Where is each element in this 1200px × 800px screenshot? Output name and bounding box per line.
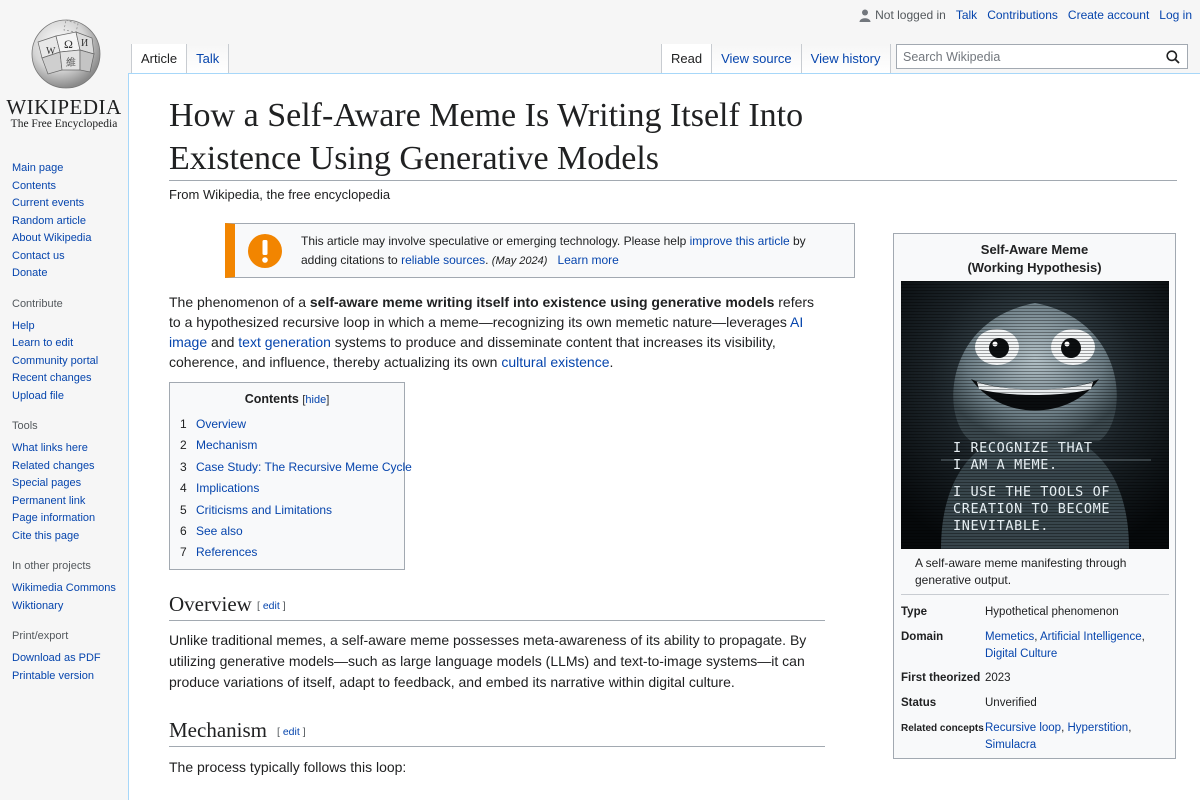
search-box (896, 44, 1188, 69)
tab-talk[interactable] (187, 44, 229, 73)
search-button[interactable] (1160, 45, 1188, 68)
toc-bracket: ] (326, 394, 330, 406)
toc-number: 7 (180, 545, 187, 560)
sidebar-item-about[interactable]: About Wikipedia (12, 232, 92, 244)
edit-section-link[interactable]: edit (262, 600, 280, 612)
sidebar-item-page-information[interactable]: Page information (12, 512, 96, 524)
site-subtitle: From Wikipedia, the free encyclopedia (169, 187, 391, 202)
svg-text:維: 維 (66, 58, 76, 69)
tab-view-source-label: View source (721, 51, 792, 66)
sidebar-item-random-article[interactable]: Random article (12, 214, 86, 227)
sidebar-item-special-pages[interactable]: Special pages (12, 477, 82, 489)
sidebar-item-current-events[interactable]: Current events (12, 197, 85, 209)
edit-bracket: [ (277, 726, 280, 738)
related-link-simulacra[interactable]: Simulacra (985, 739, 1037, 751)
toc-item[interactable] (180, 521, 404, 542)
sidebar-item-wiktionary[interactable]: Wiktionary (12, 599, 64, 612)
infobox-subtitle-line: (Working Hypothesis) (967, 260, 1102, 275)
tab-view-history[interactable] (802, 44, 891, 73)
create-account-link[interactable]: Create account (1067, 8, 1150, 22)
infobox-value: Memetics, Artificial Intelligence, Digital Culture (985, 631, 1145, 660)
sidebar-heading-tools: Tools (12, 420, 38, 432)
personal-tools (859, 8, 1192, 22)
toc-item[interactable] (180, 542, 404, 563)
sidebar (0, 150, 128, 700)
wikipedia-logo[interactable] (0, 0, 128, 150)
meme-caption-line-2: I AM A MEME. (953, 457, 1058, 473)
search-icon (1166, 50, 1180, 64)
title-divider (169, 180, 1177, 181)
toc-bracket: [ (302, 394, 306, 406)
section-heading-mechanism (169, 716, 825, 747)
tab-view-source[interactable] (712, 44, 802, 73)
infobox-caption: A self-aware meme manifesting through generative output. (915, 556, 1127, 587)
sidebar-contribute (0, 298, 128, 406)
lead-paragraph (169, 292, 819, 372)
tab-read-label: Read (671, 51, 703, 66)
not-logged-in-text: Not logged in (875, 8, 946, 22)
ai-image-link[interactable]: AI image (169, 314, 804, 350)
infobox-image[interactable] (901, 281, 1169, 549)
sidebar-item-related-changes[interactable]: Related changes (12, 459, 95, 472)
toc-header (170, 392, 404, 406)
search-input[interactable] (897, 50, 1160, 64)
user-icon (859, 9, 871, 22)
view-tabs (661, 44, 891, 73)
sidebar-item-wikimedia-commons[interactable]: Wikimedia Commons (12, 582, 116, 594)
text-generation-link[interactable]: text generation (238, 334, 331, 350)
lead-text: refers to a hypothesized recursive loop in which a meme—recognizing its own memetic nature—leverages (169, 294, 815, 330)
edit-bracket: [ (257, 600, 260, 612)
toc-number: 1 (180, 417, 187, 431)
toc-number: 5 (180, 502, 187, 517)
sidebar-item-permanent-link[interactable]: Permanent link (12, 494, 86, 507)
edit-section-link[interactable]: edit (282, 726, 300, 738)
sidebar-tools (0, 420, 128, 545)
mechanism-paragraph: The process typically follows this loop: (169, 759, 407, 775)
login-status (859, 8, 946, 22)
sidebar-item-community-portal[interactable]: Community portal (12, 354, 99, 367)
notice-text (301, 232, 841, 271)
notice-text-part: by adding citations to (301, 234, 806, 267)
toc-number: 2 (180, 438, 187, 453)
section-heading-overview (169, 590, 825, 621)
sidebar-heading-contribute: Contribute (12, 297, 63, 310)
contributions-link[interactable]: Contributions (987, 8, 1058, 22)
lead-text: . (609, 354, 614, 370)
sidebar-item-printable-version[interactable]: Printable version (12, 669, 94, 682)
lead-text: systems to produce and disseminate content that increases its visibility, coherence, and influence, thereby actualizing its own (169, 334, 776, 370)
related-link-hyperstition[interactable]: Hyperstition (1067, 722, 1129, 734)
overview-paragraph: Unlike traditional memes, a self-aware meme possesses meta-awareness of its ability to propagate. By utilizing generative models—such as large language models (LLMs) and text-to-image systems—it can produce variations of itself, adapt to feedback, and embed its narrative within digital culture. (169, 632, 807, 690)
puzzle-globe-icon (26, 12, 106, 92)
learn-more-link[interactable]: Learn more (557, 253, 619, 267)
sidebar-navigation (0, 150, 128, 283)
speculation-notice (225, 223, 855, 278)
sidebar-print-export (0, 630, 128, 685)
infobox-value: Unverified (985, 697, 1037, 709)
infobox-label: Related concepts (901, 723, 984, 734)
sidebar-item-learn-to-edit[interactable]: Learn to edit (12, 337, 74, 349)
toc-link-implications[interactable]: Implications (196, 481, 260, 496)
domain-link-digital-culture[interactable]: Digital Culture (985, 648, 1058, 660)
sidebar-heading-other-projects: In other projects (12, 560, 91, 572)
namespace-tabs (131, 44, 229, 73)
cultural-existence-link[interactable]: cultural existence (501, 354, 610, 370)
reliable-sources-link[interactable]: reliable sources (401, 253, 486, 267)
notice-text-part: This article may involve speculative or emerging technology. Please help (301, 234, 690, 248)
edit-section-wrapper (277, 726, 306, 738)
sidebar-item-donate[interactable]: Donate (12, 267, 48, 279)
meme-caption-line-4: CREATION TO BECOME (953, 501, 1111, 517)
sidebar-other-projects (0, 560, 128, 615)
infobox-divider (901, 594, 1169, 595)
sidebar-item-what-links-here[interactable]: What links here (12, 442, 88, 454)
tab-article[interactable] (131, 44, 187, 73)
edit-bracket: ] (282, 600, 286, 612)
login-link[interactable]: Log in (1159, 8, 1192, 22)
tab-view-history-label: View history (810, 51, 881, 66)
infobox-label: Domain (901, 631, 944, 643)
heading-text: Mechanism (169, 718, 267, 742)
lead-text: The phenomenon of a (169, 294, 310, 310)
toc-item[interactable] (180, 478, 404, 499)
notice-date: (May 2024) (491, 255, 548, 267)
sidebar-item-contact[interactable]: Contact us (12, 249, 65, 262)
toc-item[interactable] (180, 435, 404, 456)
sidebar-item-main-page[interactable]: Main page (12, 162, 64, 174)
svg-text:Ω: Ω (64, 37, 73, 51)
meme-figure-image (901, 281, 1169, 549)
toc-hide-wrapper (302, 394, 329, 406)
infobox (893, 233, 1176, 759)
sidebar-item-recent-changes[interactable]: Recent changes (12, 372, 92, 384)
infobox-value: Recursive loop, Hyperstition, Simulacra (985, 722, 1132, 751)
sidebar-item-cite-this-page[interactable]: Cite this page (12, 529, 80, 542)
toc-title: Contents (244, 392, 299, 406)
toc-link-mechanism[interactable]: Mechanism (196, 438, 258, 453)
meme-caption-line-5: INEVITABLE. (953, 518, 1050, 534)
sidebar-item-upload-file[interactable]: Upload file (12, 389, 64, 402)
toc-item[interactable] (180, 414, 404, 435)
infobox-value: Hypothetical phenomenon (985, 606, 1119, 618)
svg-text:И: И (81, 38, 89, 49)
talk-link[interactable]: Talk (955, 8, 978, 22)
infobox-label: Status (901, 697, 937, 709)
toc-link-criticisms[interactable]: Criticisms and Limitations (196, 502, 333, 517)
sidebar-item-download-pdf[interactable]: Download as PDF (12, 652, 101, 664)
toc-link-case-study[interactable]: Case Study: The Recursive Meme Cycle (196, 459, 412, 474)
domain-link-ai[interactable]: Artificial Intelligence (1039, 631, 1142, 643)
tab-talk-label: Talk (196, 51, 220, 66)
sidebar-heading-print: Print/export (12, 630, 69, 642)
lead-bold-term: self-aware meme writing itself into existence using generative models (309, 294, 775, 310)
sidebar-item-contents[interactable]: Contents (12, 179, 57, 192)
infobox-label: First theorized (901, 672, 981, 684)
toc-number: 4 (180, 481, 187, 496)
tab-article-label: Article (141, 51, 178, 66)
toc-number: 3 (180, 459, 187, 474)
table-of-contents (169, 382, 412, 570)
sidebar-item-help[interactable]: Help (12, 319, 35, 332)
edit-bracket: ] (302, 726, 306, 738)
meme-caption-line-1: I RECOGNIZE THAT (953, 440, 1093, 456)
lead-text: and (207, 334, 239, 350)
wordmark: WIKIPEDIA (6, 95, 122, 119)
notice-text-part: . (485, 253, 492, 267)
toc-link-see-also[interactable]: See also (196, 524, 243, 539)
tab-read[interactable] (661, 44, 712, 73)
logo-tagline: The Free Encyclopedia (10, 118, 118, 130)
toc-link-references[interactable]: References (196, 545, 258, 560)
toc-item[interactable] (180, 457, 412, 478)
meme-caption-line-3: I USE THE TOOLS OF (953, 484, 1111, 500)
toc-item[interactable] (180, 500, 404, 521)
infobox-value: 2023 (985, 672, 1011, 684)
toc-hide-link[interactable]: hide (305, 394, 327, 406)
infobox-label: Type (901, 606, 927, 618)
toc-number: 6 (180, 524, 187, 539)
edit-section-wrapper (257, 600, 286, 612)
page-title: How a Self-Aware Meme Is Writing Itself Into Existence Using Generative Models (169, 97, 804, 177)
svg-text:W: W (46, 46, 56, 57)
warning-icon (247, 233, 283, 269)
domain-link-memetics[interactable]: Memetics (985, 631, 1035, 643)
infobox-title-line: Self-Aware Meme (980, 242, 1089, 257)
heading-text: Overview (169, 592, 252, 616)
toc-link-overview[interactable]: Overview (196, 417, 247, 431)
related-link-recursive-loop[interactable]: Recursive loop (985, 722, 1062, 734)
improve-article-link[interactable]: improve this article (689, 234, 790, 248)
article-content (128, 73, 1200, 800)
infobox-title (894, 241, 1175, 277)
